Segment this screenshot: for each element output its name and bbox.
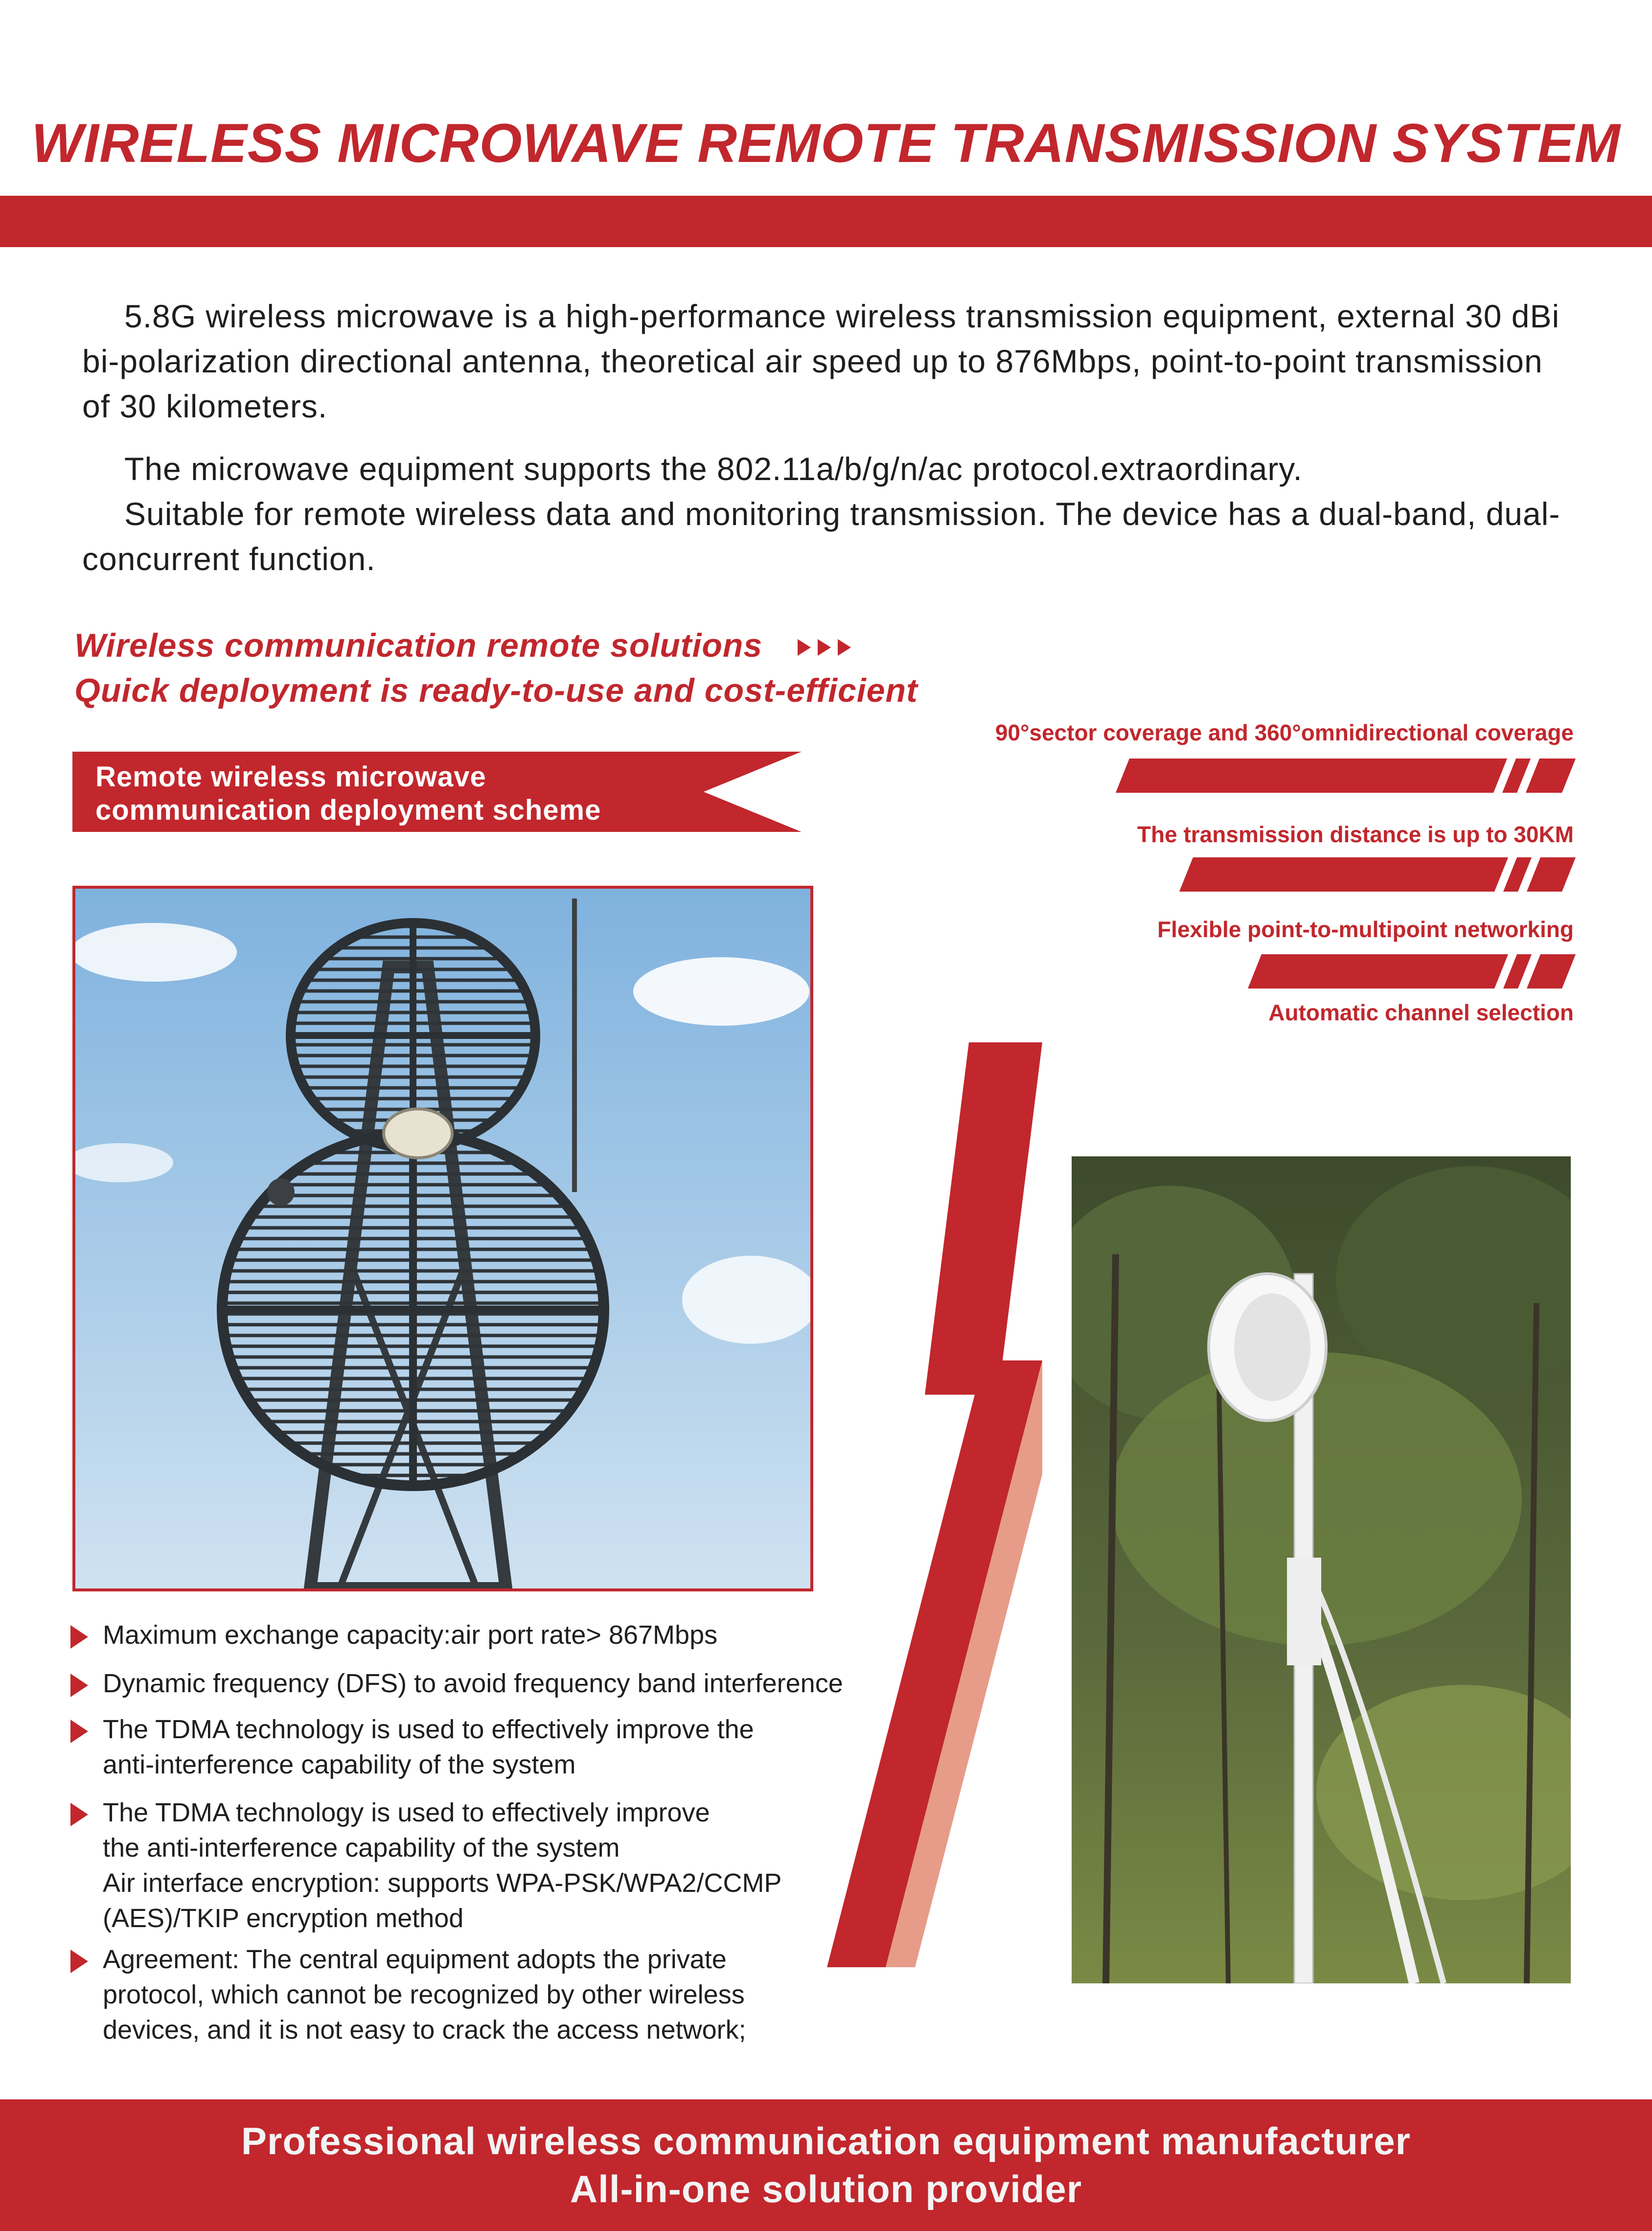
bullet-triangle-icon [70,1625,88,1649]
intro-paragraph-1: 5.8G wireless microwave is a high-performance wireless transmission equipment, external 30 dBi bi-polarization directional antenna, theoretical air speed up to 876Mbps, point-to-point transmission of 30 kilometers. [82,298,1560,424]
feature-channel: Automatic channel selection [1268,1000,1574,1025]
title-divider-band [0,196,1652,247]
decor-slash-top [925,1042,1042,1395]
tower-photo [72,886,813,1591]
bullet-item-1: Maximum exchange capacity:air port rate> 867Mbps [70,1617,863,1653]
tagline-solutions: Wireless communication remote solutions [74,627,763,664]
intro-paragraph-3: Suitable for remote wireless data and monitoring transmission. The device has a dual-band, dual-concurrent function. [82,496,1560,577]
page-title: WIRELESS MICROWAVE REMOTE TRANSMISSION SYSTEM [31,113,1621,174]
triple-arrow-icon [798,639,858,658]
footer-line-2: All-in-one solution provider [570,2167,1082,2210]
feature-stripe-1 [1116,759,1576,793]
feature-distance: The transmission distance is up to 30KM [1137,822,1574,847]
scheme-banner-line-2: communication deployment scheme [95,794,601,826]
scheme-banner-label [95,760,732,827]
bullet-item-5: Agreement: The central equipment adopts the private protocol, which cannot be recognized by other wireless devices, and it is not easy to crack the access network; [70,1942,863,2047]
bullet-triangle-icon [70,1674,88,1697]
intro-paragraph-2: The microwave equipment supports the 802.11a/b/g/n/ac protocol.extraordinary. [124,451,1303,487]
bullet-triangle-icon [70,1950,88,1973]
scheme-banner-line-1: Remote wireless microwave [95,761,486,793]
feature-networking: Flexible point-to-multipoint networking [1157,917,1574,942]
feature-stripe-3 [1248,954,1576,989]
feature-stripe-2 [1179,857,1576,892]
bullet-triangle-icon [70,1720,88,1743]
footer-line-1: Professional wireless communication equipment manufacturer [241,2119,1411,2162]
antenna-field-photo [1072,1156,1571,1983]
bullet-item-3: The TDMA technology is used to effectively improve the anti-interference capability of the system [70,1712,863,1782]
tagline-deployment: Quick deployment is ready-to-use and cost-efficient [74,672,918,709]
bullet-item-2: Dynamic frequency (DFS) to avoid frequency band interference [70,1666,863,1701]
feature-coverage: 90°sector coverage and 360°omnidirectional coverage [995,720,1574,745]
bullet-item-4: The TDMA technology is used to effectively improve the anti-interference capability of the system Air interface encryption: supports WPA-PSK/WPA2/CCMP (AES)/TKIP encryption method [70,1795,863,1936]
bullet-triangle-icon [70,1803,88,1826]
